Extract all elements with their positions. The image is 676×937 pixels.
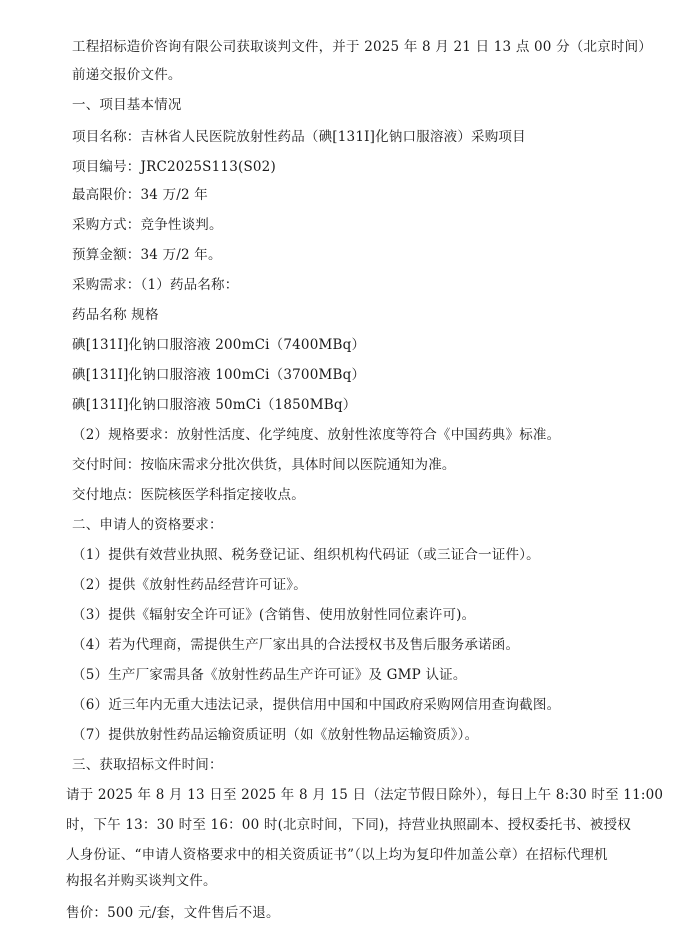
acquisition-paragraph-line: 请于 2025 年 8 月 13 日至 2025 年 8 月 15 日（法定节假日除外），每日上午 8:30 时至 11:00 xyxy=(66,787,664,803)
qualification-item: （6）近三年内无重大违法记录，提供信用中国和中国政府采购网信用查询截图。 xyxy=(72,697,561,713)
qualification-item: （5）生产厂家需具备《放射性药品生产许可证》及 GMP 认证。 xyxy=(72,667,467,683)
drug-table-header: 药品名称 规格 xyxy=(72,307,159,323)
qualification-item: （4）若为代理商，需提供生产厂家出具的合法授权书及售后服务承诺函。 xyxy=(72,637,520,653)
section-heading-3: 三、获取招标文件时间： xyxy=(72,757,223,773)
drug-item: 碘[131I]化钠口服溶液 100mCi（3700MBq） xyxy=(72,367,366,383)
intro-line-2: 前递交报价文件。 xyxy=(72,67,182,83)
delivery-time: 交付时间：按临床需求分批次供货，具体时间以医院通知为准。 xyxy=(72,457,456,473)
drug-item: 碘[131I]化钠口服溶液 200mCi（7400MBq） xyxy=(72,337,366,353)
project-number: 项目编号：JRC2025S113(S02) xyxy=(72,159,276,175)
qualification-item: （3）提供《辐射安全许可证》(含销售、使用放射性同位素许可)。 xyxy=(72,607,476,623)
acquisition-paragraph-line: 时，下午 13：30 时至 16：00 时(北京时间，下同)，持营业执照副本、授权委托书、被授权 xyxy=(66,817,632,833)
section-heading-1: 一、项目基本情况 xyxy=(72,97,182,113)
delivery-location: 交付地点：医院核医学科指定接收点。 xyxy=(72,487,305,503)
price-line: 售价：500 元/套，文件售后不退。 xyxy=(66,905,280,921)
section-heading-2: 二、申请人的资格要求： xyxy=(72,517,223,533)
qualification-item: （2）提供《放射性药品经营许可证》。 xyxy=(72,577,307,593)
budget-amount: 预算金额：34 万/2 年。 xyxy=(72,247,222,263)
intro-line-1: 工程招标造价咨询有限公司获取谈判文件，并于 2025 年 8 月 21 日 13 点 00 分（北京时间） xyxy=(72,39,652,55)
max-price: 最高限价：34 万/2 年 xyxy=(72,187,208,203)
project-name: 项目名称：吉林省人民医院放射性药品（碘[131I]化钠口服溶液）采购项目 xyxy=(72,129,526,145)
acquisition-paragraph-line: 构报名并购买谈判文件。 xyxy=(66,873,217,889)
drug-item: 碘[131I]化钠口服溶液 50mCi（1850MBq） xyxy=(72,397,357,413)
procurement-method: 采购方式：竞争性谈判。 xyxy=(72,217,223,233)
procurement-requirements: 采购需求：（1）药品名称： xyxy=(72,277,239,293)
qualification-item: （1）提供有效营业执照、税务登记证、组织机构代码证（或三证合一证件）。 xyxy=(72,547,540,563)
acquisition-paragraph-line: 人身份证、“申请人资格要求中的相关资质证书”（以上均为复印件加盖公章）在招标代理机 xyxy=(66,847,608,863)
spec-requirements: （2）规格要求：放射性活度、化学纯度、放射性浓度等符合《中国药典》标准。 xyxy=(72,427,561,443)
qualification-item: （7）提供放射性药品运输资质证明（如《放射性物品运输资质》）。 xyxy=(72,727,479,743)
